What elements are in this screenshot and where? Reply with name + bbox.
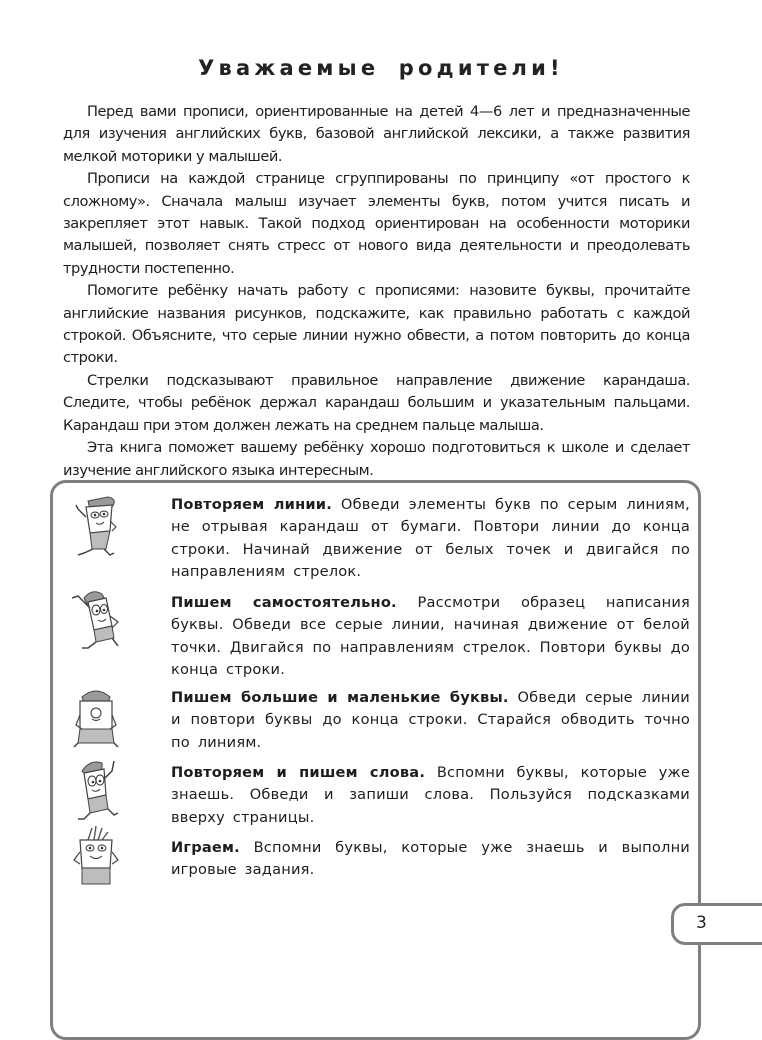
pencil-character-playing-icon — [66, 826, 130, 892]
instruction-text: Обведи серые линии и повтори буквы до конца строки. Старайся обводить точно по линиям. — [171, 689, 690, 751]
pencil-character-pointing-icon — [66, 588, 130, 654]
pencil-character-finger-up-icon — [66, 757, 130, 823]
pencil-character-sitting-icon — [66, 685, 130, 751]
intro-paragraph: Стрелки подсказывают правильное направление движение карандаша. Следите, чтобы ребёнок держал карандаш большим и указательным пальцами. Карандаш при этом должен лежать на среднем пальце малыша. — [63, 371, 690, 434]
instruction-item — [171, 494, 690, 584]
instruction-heading: Пишем самостоятельно. — [171, 594, 397, 611]
instruction-text: Рассмотри образец написания буквы. Обведи все серые линии, начиная движение от белой точки. Двигайся по направлениям стрелок. Повтори буквы до конца строки. — [171, 594, 690, 679]
intro-paragraph: Помогите ребёнку начать работу с прописями: назовите буквы, прочитайте английские названия рисунков, подскажите, как правильно работать с каждой строкой. Объясните, что серые линии нужно обвести, а потом повторить до конца строки. — [63, 282, 690, 367]
instruction-text: Обведи элементы букв по серым линиям, не отрывая карандаш от бумаги. Повтори линии до конца строки. Начинай движение от белых точек и двигайся по направлениям стрелок. — [171, 496, 690, 581]
instruction-text: Вспомни буквы, которые уже знаешь. Обведи и запиши слова. Пользуйся подсказками вверху страницы. — [171, 764, 690, 826]
instruction-item — [171, 837, 690, 882]
intro-paragraph: Эта книга поможет вашему ребёнку хорошо подготовиться к школе и сделает изучение английского языка интересным. — [63, 439, 690, 479]
pencil-character-running-icon — [66, 493, 130, 559]
instruction-item — [171, 592, 690, 682]
instruction-heading: Играем. — [171, 839, 240, 856]
intro-paragraph: Перед вами прописи, ориентированные на детей 4—6 лет и предназначенные для изучения английских букв, базовой английской лексики, а также развития мелкой моторики у малышей. — [63, 103, 690, 165]
page-number: 3 — [696, 913, 707, 933]
page-title: Уважаемые родители! — [198, 56, 564, 80]
instruction-heading: Повторяем и пишем слова. — [171, 764, 426, 781]
instruction-heading: Повторяем линии. — [171, 496, 332, 513]
instruction-item — [171, 687, 690, 754]
instruction-heading: Пишем большие и маленькие буквы. — [171, 689, 509, 706]
page-number-tab — [671, 903, 762, 945]
intro-text — [63, 101, 690, 482]
instruction-text: Вспомни буквы, которые уже знаешь и выполни игровые задания. — [171, 839, 690, 879]
intro-paragraph: Прописи на каждой странице сгруппированы по принципу «от простого к сложному». Сначала малыш изучает элементы букв, потом учится писать и закрепляет этот навык. Такой подход ориентирован на особенности моторики малышей, позволяет снять стресс от нового вида деятельности и преодолевать трудности постепенно. — [63, 170, 690, 277]
instruction-item — [171, 762, 690, 829]
